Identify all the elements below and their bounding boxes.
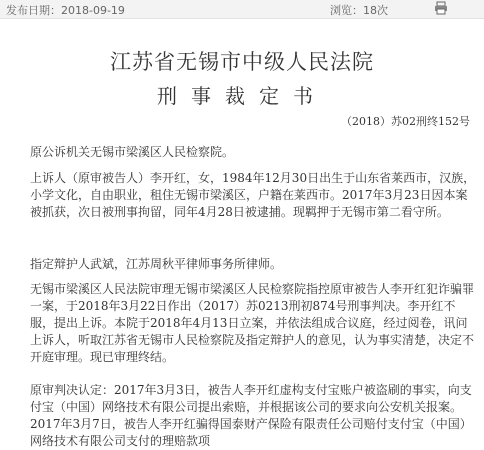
document-type: 刑事裁定书: [157, 84, 327, 108]
case-number: （2018）苏02刑终152号: [341, 115, 470, 128]
print-icon[interactable]: [434, 1, 448, 15]
paragraph-prosecutor: 原公诉机关无锡市梁溪区人民检察院。: [30, 145, 235, 159]
paragraph-defender: 指定辩护人武斌，江苏周秋平律师事务所律师。: [30, 257, 283, 271]
paragraph-original-judgment: 原审判决认定：2017年3月3日，被告人李开红虚构支付宝账户被盗刷的事实，向支付宝（中国）网络技术有限公司提出索赔，并根据该公司的要求向公安机关报案。2017年3月7日，被告人李开红骗得国泰财产保险有限责任公司赔付支付宝（中国）网络技术有限公司支付的理赔款项: [30, 383, 472, 448]
court-name: 江苏省无锡市中级人民法院: [110, 50, 374, 74]
publish-date: 发布日期：2018-09-19: [6, 4, 125, 17]
paragraph-procedure: 无锡市梁溪区人民法院审理无锡市梁溪区人民检察院指控原审被告人李开红犯诈骗罪一案，于2018年3月22日作出（2017）苏0213刑初874号刑事判决。李开红不服，提出上诉。本院于2018年4月13日立案，并依法组成合议庭，经过阅卷，讯问上诉人，听取江苏省无锡市人民检察院及指定辩护人的意见，认为事实清楚，决定不开庭审理。现已审理终结。: [30, 282, 475, 364]
meta-bar: [0, 0, 484, 19]
view-count: 浏览：18次: [330, 4, 388, 17]
paragraph-appellant: 上诉人（原审被告人）李开红，女，1984年12月30日出生于山东省莱西市，汉族，小学文化，自由职业，租住无锡市梁溪区，户籍在莱西市。2017年3月23日因本案被抓获，次日被刑事拘留，同年4月28日被逮捕。现羁押于无锡市第二看守所。: [30, 171, 476, 219]
